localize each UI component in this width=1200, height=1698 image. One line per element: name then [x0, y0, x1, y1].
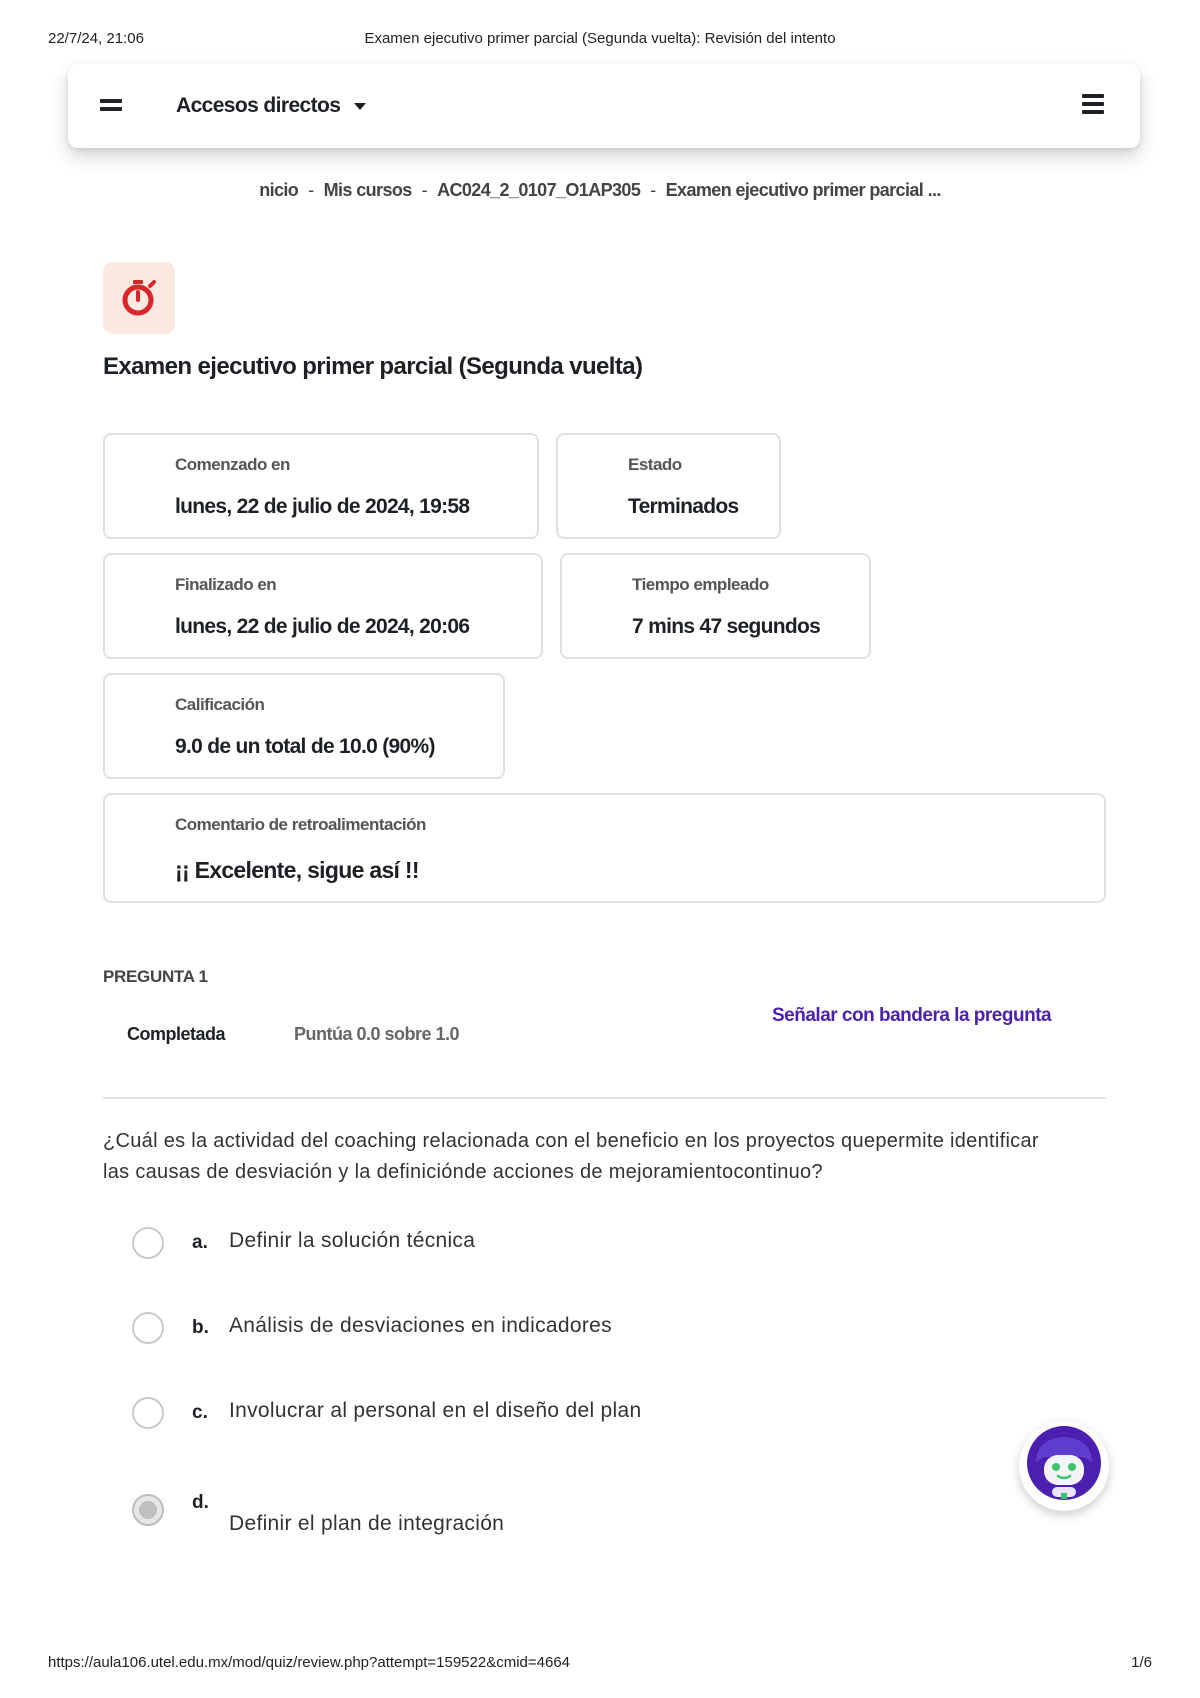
- option-letter: b.: [192, 1317, 209, 1338]
- summary-state-card: [556, 433, 781, 539]
- print-footer: [48, 1654, 1152, 1674]
- flag-question-link[interactable]: Señalar con bandera la pregunta: [772, 1005, 1052, 1026]
- radio-button[interactable]: [132, 1227, 164, 1259]
- started-label: Comenzado en: [175, 455, 290, 474]
- quiz-icon-container: [103, 262, 175, 334]
- print-date: 22/7/24, 21:06: [48, 30, 144, 47]
- robot-assistant-icon: [1019, 1421, 1109, 1511]
- assistant-chat-button[interactable]: [1019, 1421, 1109, 1511]
- top-navbar: [68, 64, 1140, 148]
- summary-time-card: [560, 553, 871, 659]
- radio-button[interactable]: [132, 1312, 164, 1344]
- finished-label: Finalizado en: [175, 575, 277, 594]
- option-text: Definir la solución técnica: [229, 1229, 476, 1252]
- breadcrumb-home[interactable]: nicio: [259, 180, 299, 200]
- breadcrumb: [0, 180, 1200, 201]
- feedback-label: Comentario de retroalimentación: [175, 815, 426, 834]
- radio-button[interactable]: [132, 1397, 164, 1429]
- radio-button-selected[interactable]: [132, 1494, 164, 1526]
- question-state: Completada: [127, 1024, 226, 1044]
- question-text: ¿Cuál es la actividad del coaching relacionada con el beneficio en los proyectos quepermite identificar las causas de desviación y la definiciónde acciones de mejoramientocontinuo?: [103, 1130, 1039, 1183]
- question-grade: Puntúa 0.0 sobre 1.0: [294, 1024, 460, 1044]
- shortcuts-dropdown[interactable]: [176, 94, 366, 118]
- option-letter: d.: [192, 1492, 209, 1513]
- print-header: [48, 30, 1152, 50]
- feedback-value: ¡¡ Excelente, sigue así !!: [175, 857, 419, 883]
- state-label: Estado: [628, 455, 682, 474]
- breadcrumb-separator: -: [308, 180, 314, 200]
- summary-feedback-card: [103, 793, 1106, 903]
- print-title: Examen ejecutivo primer parcial (Segunda vuelta): Revisión del intento: [364, 30, 836, 47]
- shortcuts-label: Accesos directos: [176, 94, 341, 117]
- breadcrumb-separator: -: [421, 180, 428, 200]
- started-value: lunes, 22 de julio de 2024, 19:58: [175, 495, 470, 518]
- time-value: 7 mins 47 segundos: [632, 615, 821, 638]
- summary-finished-card: [103, 553, 543, 659]
- option-letter: a.: [192, 1232, 208, 1253]
- summary-started-card: [103, 433, 539, 539]
- summary-grade-card: [103, 673, 505, 779]
- breadcrumb-separator: -: [650, 180, 656, 200]
- option-letter: c.: [192, 1402, 208, 1423]
- page-title: Examen ejecutivo primer parcial (Segunda vuelta): [103, 353, 643, 380]
- grade-label: Calificación: [175, 695, 265, 714]
- divider: [103, 1097, 1106, 1099]
- breadcrumb-course[interactable]: AC024_2_0107_O1AP305: [437, 180, 641, 200]
- question-number: PREGUNTA 1: [103, 967, 208, 986]
- option-text: Involucrar al personal en el diseño del plan: [229, 1399, 642, 1422]
- caret-down-icon: [354, 103, 366, 110]
- breadcrumb-quiz[interactable]: Examen ejecutivo primer parcial ...: [665, 180, 941, 200]
- grade-value: 9.0 de un total de 10.0 (90%): [175, 735, 435, 758]
- page-url: https://aula106.utel.edu.mx/mod/quiz/review.php?attempt=159522&cmid=4664: [48, 1654, 571, 1671]
- option-text: Definir el plan de integración: [229, 1512, 505, 1535]
- finished-value: lunes, 22 de julio de 2024, 20:06: [175, 615, 470, 638]
- time-label: Tiempo empleado: [632, 575, 769, 594]
- option-text: Análisis de desviaciones en indicadores: [229, 1314, 612, 1337]
- state-value: Terminados: [628, 495, 739, 518]
- page-number: 1/6: [1131, 1654, 1152, 1671]
- drawer-toggle-icon[interactable]: [100, 94, 122, 116]
- stopwatch-icon: [119, 278, 159, 318]
- breadcrumb-my-courses[interactable]: Mis cursos: [323, 180, 412, 200]
- menu-icon[interactable]: [1082, 92, 1104, 116]
